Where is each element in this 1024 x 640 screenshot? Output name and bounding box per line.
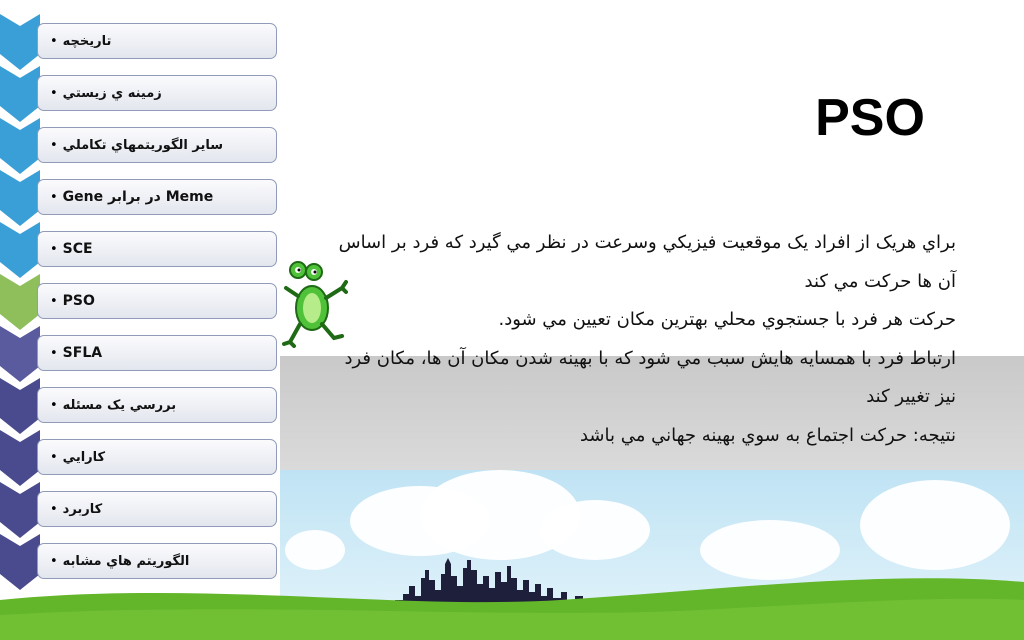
nav-item-biological-background[interactable] [37, 75, 277, 111]
nav-item-label: زمينه ي زيستي [62, 85, 162, 101]
nav-item-application[interactable] [37, 491, 277, 527]
slide-body [330, 224, 956, 455]
body-paragraph: نتيجه: حرکت اجتماع به سوي بهينه جهاني مي باشد [579, 424, 956, 446]
nav-item-label: تاريخچه [62, 33, 112, 49]
bullet-icon: • [50, 137, 58, 153]
nav-item-label: کارايي [62, 449, 106, 465]
nav-item-sfla[interactable] [37, 335, 277, 371]
bullet-icon: • [50, 449, 58, 465]
body-paragraph: ارتباط فرد با همسايه هايش سبب مي شود که با بهينه شدن مکان آن ها، مکان فرد نيز تغيير کند [344, 347, 956, 407]
cloud [860, 480, 1010, 570]
chevron-icon [0, 534, 40, 598]
nav-item-label: SFLA [62, 345, 103, 361]
nav-item-label: Meme در برابر Gene [62, 189, 214, 205]
nav-item-label: بررسي يک مسئله [62, 397, 177, 413]
nav-item-other-evolutionary-algorithms[interactable] [37, 127, 277, 163]
nav-item-label: ساير الگوريتمهاي تکاملي [62, 137, 224, 153]
bullet-icon: • [50, 397, 58, 413]
nav-item-efficiency[interactable] [37, 439, 277, 475]
bullet-icon: • [50, 501, 58, 517]
nav-item-label: PSO [62, 293, 95, 309]
nav-item-label: SCE [62, 241, 93, 257]
bullet-icon: • [50, 553, 58, 569]
bullet-icon: • [50, 33, 58, 49]
nav-item-label: کاربرد [62, 501, 103, 517]
slide-title: PSO [815, 89, 925, 147]
bullet-icon: • [50, 85, 58, 101]
nav-item-label: الگوريتم هاي مشابه [62, 553, 190, 569]
body-paragraph: حرکت هر فرد با جستجوي محلي بهترين مکان تعيين مي شود. [498, 309, 956, 330]
cloud [540, 500, 650, 560]
nav-item-similar-algorithms[interactable] [37, 543, 277, 579]
bullet-icon: • [50, 345, 58, 361]
nav-item-problem-review[interactable] [37, 387, 277, 423]
bullet-icon: • [50, 241, 58, 257]
nav-item-history[interactable] [37, 23, 277, 59]
bullet-icon: • [50, 293, 58, 309]
body-paragraph: براي هريک از افراد يک موقعيت فيزيکي وسرعت در نظر مي گيرد که فرد بر اساس آن ها حرکت مي کند [338, 232, 956, 292]
nav-item-meme-vs-gene[interactable] [37, 179, 277, 215]
nav-item-sce[interactable] [37, 231, 277, 267]
nav-item-pso[interactable] [37, 283, 277, 319]
bullet-icon: • [50, 189, 58, 205]
